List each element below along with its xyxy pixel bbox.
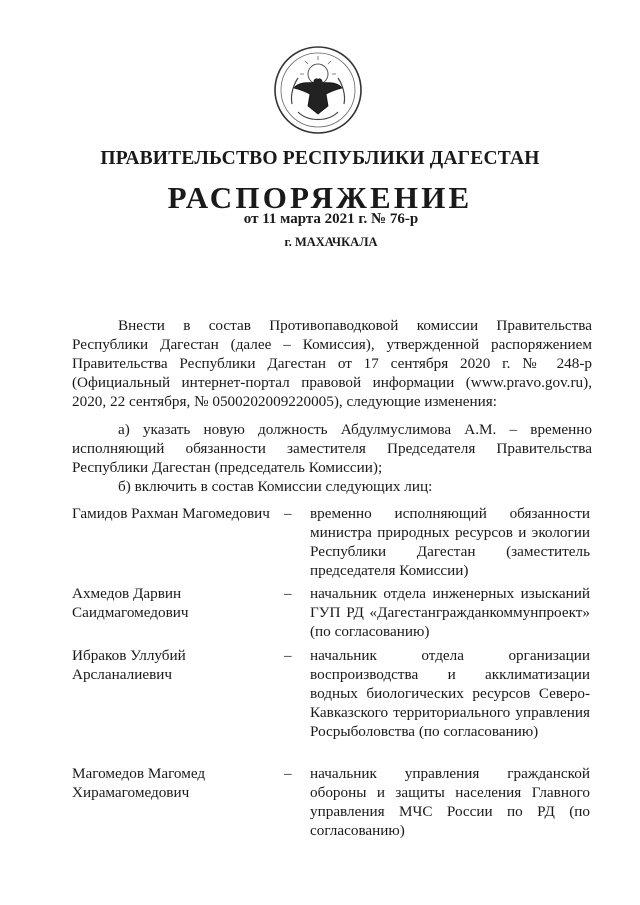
item-b-paragraph: б) включить в состав Комиссии следующих лиц: <box>118 478 433 495</box>
member-dash: – <box>284 647 292 664</box>
member-dash: – <box>284 765 292 782</box>
intro-paragraph: Внести в состав Противопаводковой комиссии Правительства Республики Дагестан (далее – Комиссия), утвержденной распоряжением Правительства Республики Дагестан от 17 сентября 2020 г. № 248-р (Официальный интернет-портал правовой информации (www.pravo.gov.ru), 2020, 22 сентября, № 0500202009220005), следующие изменения: <box>72 317 592 410</box>
member-name: Магомедов Магомед Хирамагомедович <box>72 765 206 801</box>
member-name: Ахмедов Дарвин Саидмагомедович <box>72 585 189 621</box>
member-position: временно исполняющий обязанности министра природных ресурсов и экологии Республики Дагестан (заместитель председателя Комиссии) <box>310 505 590 579</box>
member-name: Гамидов Рахман Магомедович <box>72 505 270 522</box>
member-dash: – <box>284 505 292 522</box>
document-date-number: от 11 марта 2021 г. № 76-р <box>243 211 419 227</box>
government-title: ПРАВИТЕЛЬСТВО РЕСПУБЛИКИ ДАГЕСТАН <box>100 148 540 169</box>
member-position: начальник отдела инженерных изысканий ГУП РД «Дагестангражданкоммунпроект» (по согласованию) <box>310 585 590 640</box>
document-type-title: РАСПОРЯЖЕНИЕ <box>167 180 473 215</box>
member-position: начальник управления гражданской обороны и защиты населения Главного управления МЧС России по РД (по согласованию) <box>310 765 590 839</box>
member-dash: – <box>284 585 292 602</box>
member-position: начальник отдела организации воспроизводства и акклиматизации водных биологических ресурсов Северо-Кавказского территориального управления Росрыболовства (по согласованию) <box>310 647 590 740</box>
document-city: г. МАХАЧКАЛА <box>284 235 378 249</box>
coat-of-arms-dagestan-icon <box>272 44 364 136</box>
member-name: Ибраков Уллубий Арсланалиевич <box>72 647 186 683</box>
item-a-paragraph: а) указать новую должность Абдулмуслимова А.М. – временно исполняющий обязанности заместителя Председателя Правительства Республики Дагестан (председатель Комиссии); <box>72 421 592 476</box>
